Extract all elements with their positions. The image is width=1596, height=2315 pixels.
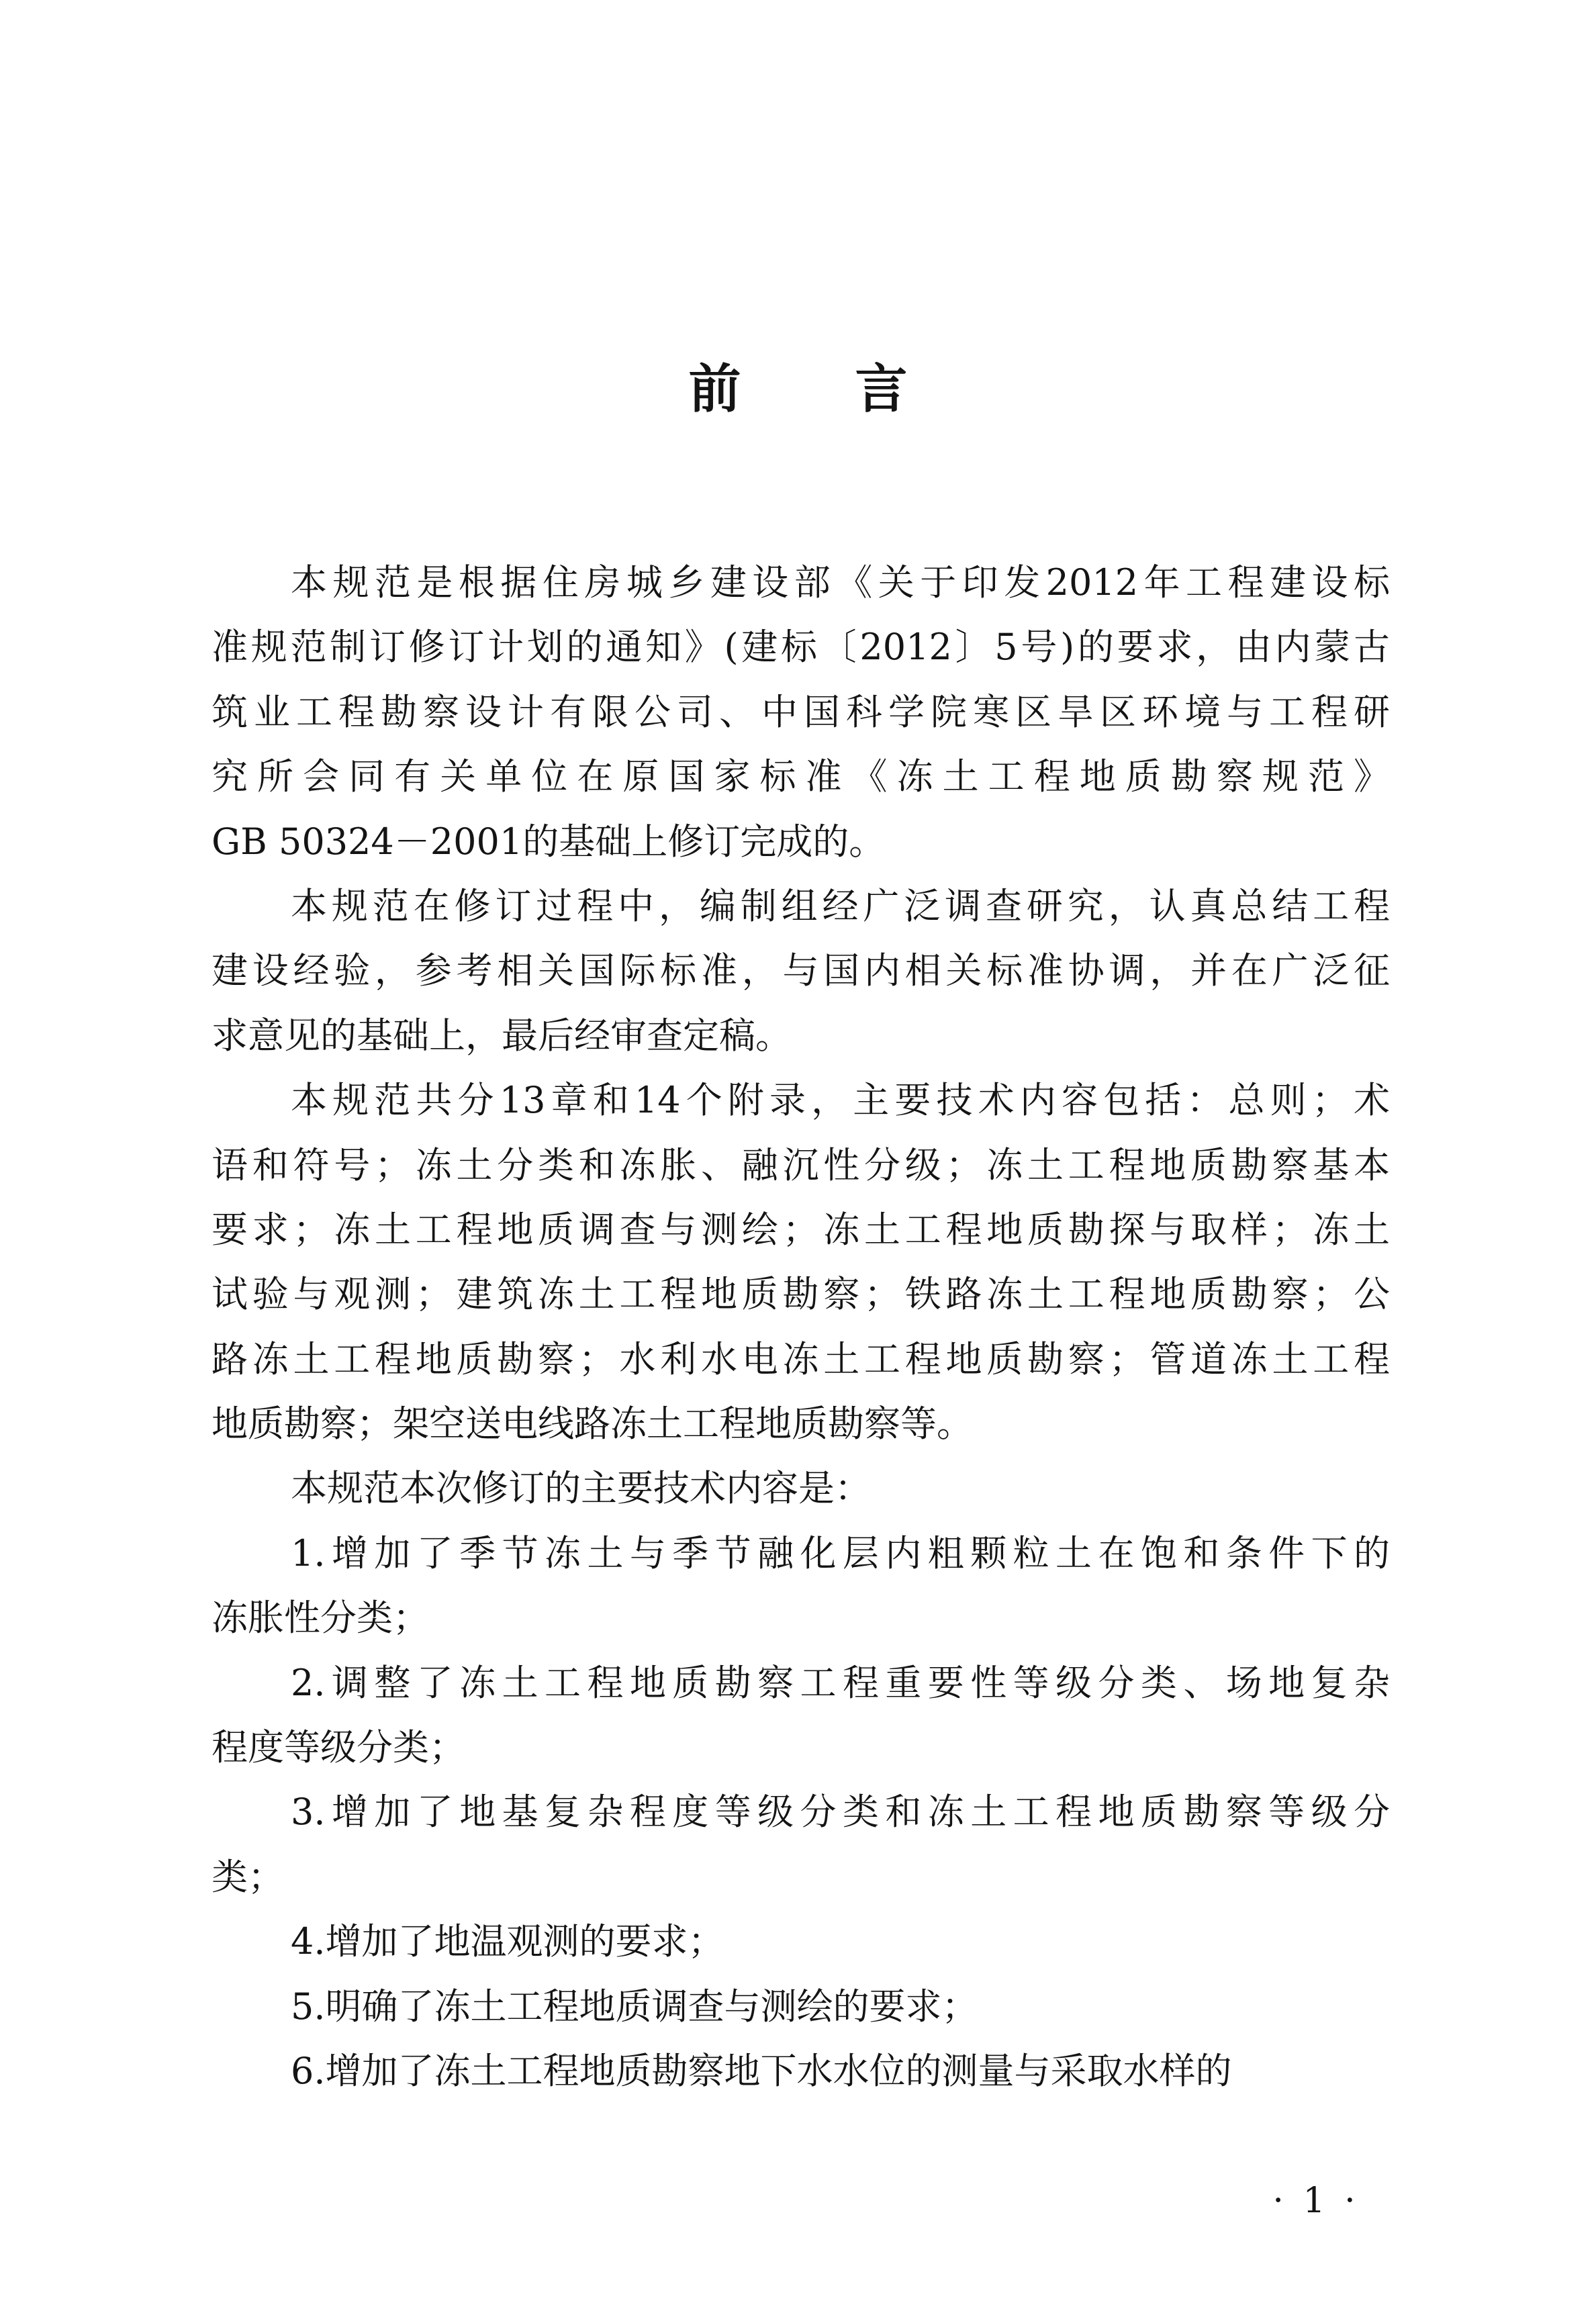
text-line: 本规范是根据住房城乡建设部《关于印发2012年工程建设标 (291, 561, 1390, 604)
text-line: 程度等级分类； (212, 1726, 465, 1769)
paragraph-process (212, 874, 1390, 1068)
text-line: 路冻土工程地质勘察；水利水电冻土工程地质勘察；管道冻土工程 (212, 1337, 1390, 1380)
text-line: 地质勘察；架空送电线路冻土工程地质勘察等。 (212, 1403, 973, 1446)
paragraph-item-6 (212, 2039, 1390, 2104)
text-line: 准规范制订修订计划的通知》(建标〔2012〕5号)的要求，由内蒙古 (212, 626, 1390, 669)
body-text (212, 551, 1390, 2104)
text-line: 求意见的基础上，最后经审查定稿。 (212, 1014, 792, 1057)
text-line: 本规范共分13章和14个附录，主要技术内容包括：总则；术 (291, 1079, 1390, 1122)
text-line: 本规范在修订过程中，编制组经广泛调查研究，认真总结工程 (291, 884, 1390, 927)
title-char-2: 言 (855, 359, 908, 420)
text-line: 冻胀性分类； (212, 1597, 429, 1640)
text-line: GB 50324－2001的基础上修订完成的。 (212, 820, 886, 863)
title-char-1: 前 (688, 359, 741, 420)
text-line: 类； (212, 1855, 284, 1898)
text-line: 5.明确了冻土工程地质调查与测绘的要求； (291, 1985, 978, 2028)
text-line: 语和符号；冻土分类和冻胀、融沉性分级；冻土工程地质勘察基本 (212, 1143, 1390, 1186)
text-line: 6.增加了冻土工程地质勘察地下水水位的测量与采取水样的 (291, 2049, 1232, 2092)
paragraph-contents (212, 1068, 1390, 1456)
paragraph-item-4 (212, 1909, 1390, 1974)
text-line: 4.增加了地温观测的要求； (291, 1920, 724, 1963)
text-line: 试验与观测；建筑冻土工程地质勘察；铁路冻土工程地质勘察；公 (212, 1273, 1390, 1316)
paragraph-item-1 (212, 1521, 1390, 1651)
page-number: · 1 · (1272, 2181, 1360, 2221)
text-line: 究所会同有关单位在原国家标准《冻土工程地质勘察规范》 (212, 755, 1390, 798)
paragraph-intro (212, 551, 1390, 874)
text-line: 建设经验，参考相关国际标准，与国内相关标准协调，并在广泛征 (212, 949, 1390, 992)
paragraph-item-3 (212, 1780, 1390, 1909)
text-line: 要求；冻土工程地质调查与测绘；冻土工程地质勘探与取样；冻土 (212, 1208, 1390, 1251)
text-line: 2.调整了冻土工程地质勘察工程重要性等级分类、场地复杂 (291, 1661, 1390, 1704)
text-line: 1.增加了季节冻土与季节融化层内粗颗粒土在饱和条件下的 (291, 1531, 1390, 1574)
paragraph-item-2 (212, 1651, 1390, 1781)
text-line: 筑业工程勘察设计有限公司、中国科学院寒区旱区环境与工程研 (212, 690, 1390, 733)
text-line: 3.增加了地基复杂程度等级分类和冻土工程地质勘察等级分 (291, 1791, 1390, 1834)
paragraph-item-5 (212, 1975, 1390, 2039)
paragraph-revisions-intro (212, 1456, 1390, 1521)
text-line: 本规范本次修订的主要技术内容是： (291, 1467, 871, 1510)
page-title (0, 356, 1596, 423)
